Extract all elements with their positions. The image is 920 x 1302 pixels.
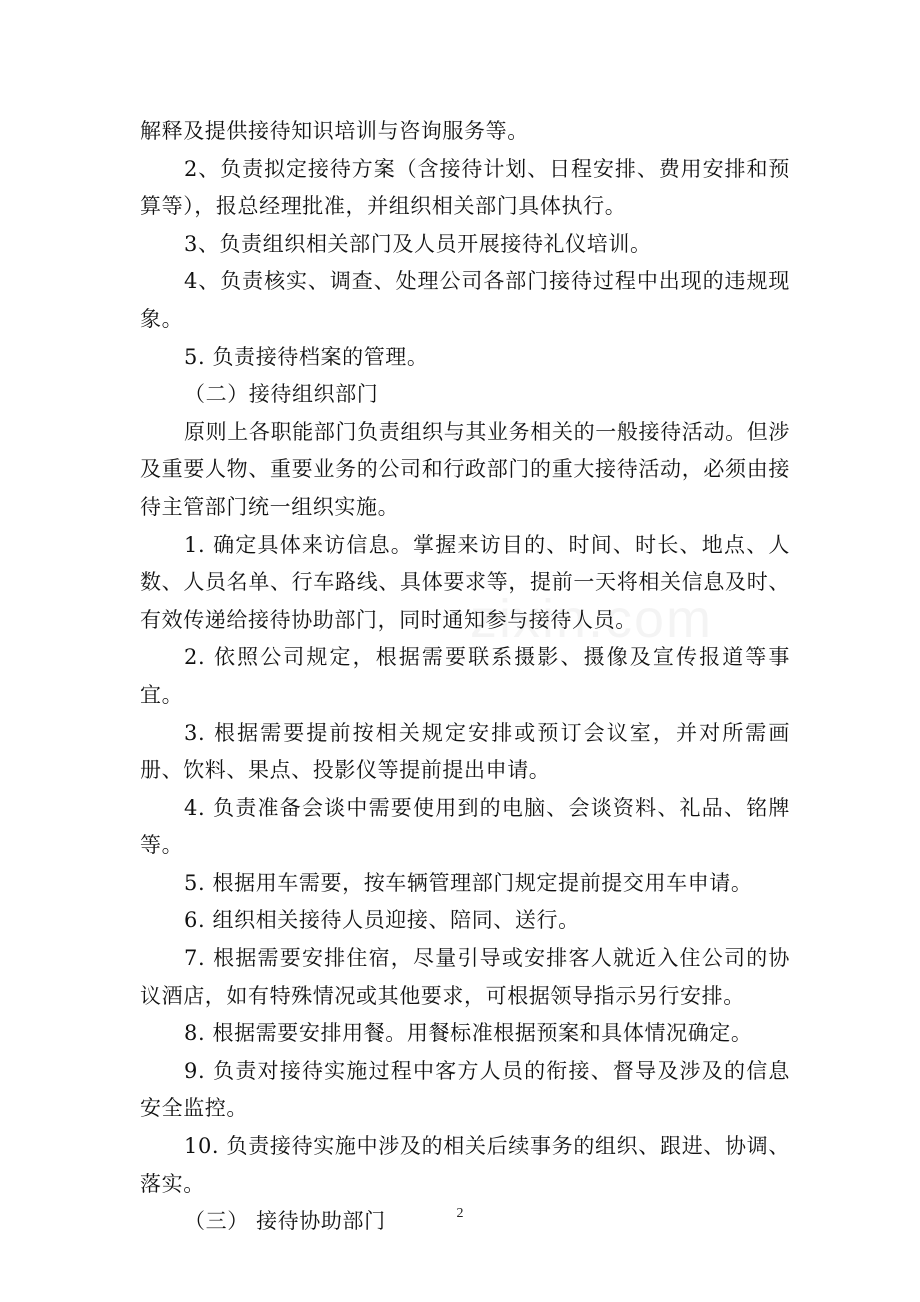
page-number: 2: [456, 1206, 464, 1221]
document-body: [140, 113, 790, 1241]
paragraph-sub-8: 8. 根据需要安排用餐。用餐标准根据预案和具体情况确定。: [184, 1021, 753, 1046]
paragraph-sub-6: 6. 组织相关接待人员迎接、陪同、送行。: [184, 908, 580, 933]
paragraph-sub-7: 7. 根据需要安排住宿，尽量引导或安排客人就近入住公司的协议酒店，如有特殊情况或其他要求，可根据领导指示另行安排。: [140, 946, 790, 1008]
paragraph-sub-5: 5. 根据用车需要，按车辆管理部门规定提前提交用车申请。: [184, 870, 753, 895]
paragraph-sub-10: 10. 负责接待实施中涉及的相关后续事务的组织、跟进、协调、落实。: [140, 1134, 790, 1196]
paragraph-principle: 原则上各职能部门负责组织与其业务相关的一般接待活动。但涉及重要人物、重要业务的公司和行政部门的重大接待活动，必须由接待主管部门统一组织实施。: [140, 419, 790, 519]
paragraph-item-5: 5. 负责接待档案的管理。: [184, 344, 429, 369]
paragraph-continuation: 解释及提供接待知识培训与咨询服务等。: [140, 119, 529, 143]
paragraph-sub-1: 1. 确定具体来访信息。掌握来访目的、时间、时长、地点、人数、人员名单、行车路线、具体要求等，提前一天将相关信息及时、有效传递给接待协助部门，同时通知参与接待人员。: [140, 532, 790, 632]
paragraph-sub-3: 3. 根据需要提前按相关规定安排或预订会议室，并对所需画册、饮料、果点、投影仪等提前提出申请。: [140, 720, 790, 783]
paragraph-item-4: 4、负责核实、调查、处理公司各部门接待过程中出现的违规现象。: [140, 269, 790, 331]
paragraph-sub-4: 4. 负责准备会谈中需要使用到的电脑、会谈资料、礼品、铭牌等。: [140, 795, 790, 858]
paragraph-sub-9: 9. 负责对接待实施过程中客方人员的衔接、督导及涉及的信息安全监控。: [140, 1058, 790, 1121]
paragraph-item-2: 2、负责拟定接待方案（含接待计划、日程安排、费用安排和预算等），报总经理批准，并组织相关部门具体执行。: [140, 156, 790, 219]
paragraph-item-3: 3、负责组织相关部门及人员开展接待礼仪培训。: [184, 231, 652, 256]
paragraph-sub-2: 2. 依照公司规定，根据需要联系摄影、摄像及宣传报道等事宜。: [140, 645, 790, 707]
section-heading-3: （三） 接待协助部门: [184, 1209, 386, 1234]
section-heading-2: （二）接待组织部门: [184, 382, 379, 407]
